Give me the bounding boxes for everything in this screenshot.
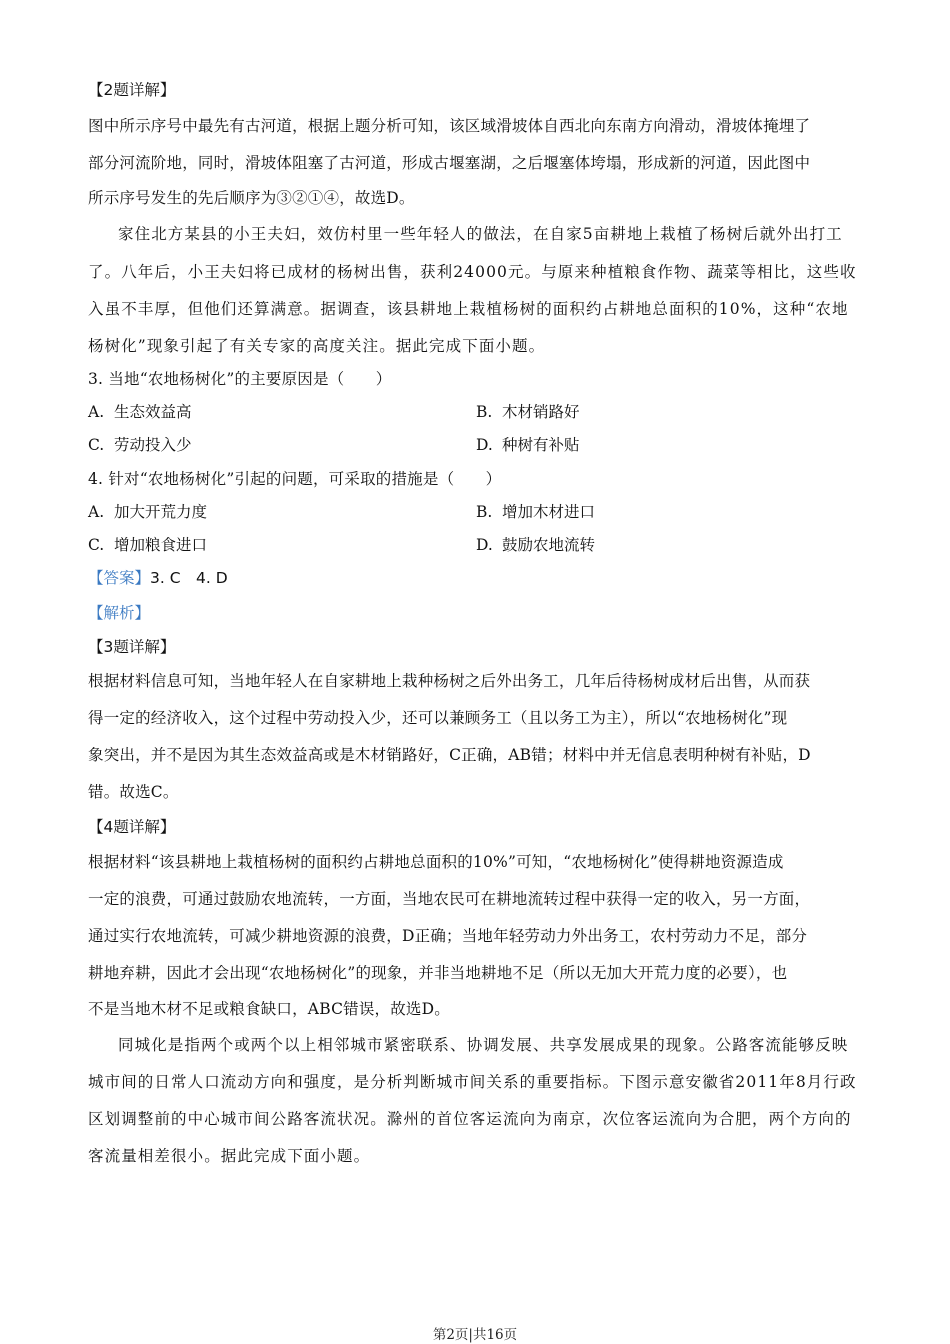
- question-3-option-c: [88, 435, 192, 455]
- section-3-heading: 【3题详解】: [88, 638, 176, 656]
- question-3-option-a: [88, 402, 192, 422]
- material-2-line: 同城化是指两个或两个以上相邻城市紧密联系、协调发展、共享发展成果的现象。公路客流能够反映: [118, 1036, 849, 1054]
- question-3-stem: 3. 当地“农地杨树化”的主要原因是（ ）: [88, 370, 392, 388]
- material-1-line: 了。八年后，小王夫妇将已成材的杨树出售，获利24000元。与原来种植粮食作物、蔬菜等相比，这些收: [88, 263, 857, 281]
- option-letter: A.: [88, 403, 105, 421]
- option-letter: D.: [476, 536, 493, 554]
- option-text: 加大开荒力度: [114, 503, 208, 521]
- material-1-line: 杨树化”现象引起了有关专家的高度关注。据此完成下面小题。: [88, 337, 546, 355]
- answer-line: [88, 568, 864, 588]
- section-4-line: 根据材料“该县耕地上栽植杨树的面积约占耕地总面积的10%”可知，“农地杨树化”使得耕地资源造成: [88, 853, 784, 871]
- section-3-line: 根据材料信息可知，当地年轻人在自家耕地上栽种杨树之后外出务工，几年后待杨树成材后出售，从而获: [88, 672, 811, 690]
- option-text: 增加粮食进口: [114, 536, 208, 554]
- section-2-heading: 【2题详解】: [88, 81, 176, 99]
- analysis-label: 【解析】: [88, 604, 151, 622]
- section-4-line: 一定的浪费，可通过鼓励农地流转，一方面，当地农民可在耕地流转过程中获得一定的收入，另一方面，: [88, 890, 811, 908]
- material-2-line: 城市间的日常人口流动方向和强度，是分析判断城市间关系的重要指标。下图示意安徽省2011年8月行政: [88, 1073, 857, 1091]
- section-3-line: 错。故选C。: [88, 783, 179, 801]
- section-4-line: 通过实行农地流转，可减少耕地资源的浪费，D正确；当地年轻劳动力外出务工，农村劳动力不足，部分: [88, 927, 808, 945]
- question-4-stem: 4. 针对“农地杨树化”引起的问题，可采取的措施是（ ）: [88, 470, 502, 488]
- option-text: 生态效益高: [114, 403, 192, 421]
- question-4-option-d: [476, 535, 595, 555]
- option-text: 种树有补贴: [502, 436, 580, 454]
- page-footer: 第2页|共16页: [432, 1327, 518, 1343]
- question-3-option-b: [476, 402, 580, 422]
- section-4-line: 不是当地木材不足或粮食缺口，ABC错误，故选D。: [88, 1000, 450, 1018]
- answer-label: 【答案】: [88, 569, 151, 587]
- section-4-line: 耕地弃耕，因此才会出现“农地杨树化”的现象，并非当地耕地不足（所以无加大开荒力度的必要），也: [88, 964, 788, 982]
- option-letter: C.: [88, 436, 105, 454]
- question-3-option-d: [476, 435, 580, 455]
- section-4-heading: 【4题详解】: [88, 818, 176, 836]
- section-2-line: 所示序号发生的先后顺序为③②①④，故选D。: [88, 189, 415, 207]
- option-letter: A.: [88, 503, 105, 521]
- option-text: 增加木材进口: [502, 503, 596, 521]
- option-letter: B.: [476, 503, 493, 521]
- question-4-option-b: [476, 502, 595, 522]
- material-1-line: 家住北方某县的小王夫妇，效仿村里一些年轻人的做法，在自家5亩耕地上栽植了杨树后就外出打工: [118, 225, 843, 243]
- section-2-line: 部分河流阶地，同时，滑坡体阻塞了古河道，形成古堰塞湖，之后堰塞体垮塌，形成新的河道，因此图中: [88, 154, 811, 172]
- option-letter: B.: [476, 403, 493, 421]
- section-2-line: 图中所示序号中最先有古河道，根据上题分析可知，该区域滑坡体自西北向东南方向滑动，滑坡体掩埋了: [88, 117, 811, 135]
- section-3-line: 得一定的经济收入，这个过程中劳动投入少，还可以兼顾务工（且以务工为主），所以“农地杨树化”现: [88, 709, 788, 727]
- option-text: 劳动投入少: [114, 436, 192, 454]
- question-4-option-a: [88, 502, 207, 522]
- question-4-option-c: [88, 535, 207, 555]
- material-2-line: 客流量相差很小。据此完成下面小题。: [88, 1147, 371, 1165]
- section-3-line: 象突出，并不是因为其生态效益高或是木材销路好，C正确，AB错；材料中并无信息表明种树有补贴，D: [88, 746, 811, 764]
- answer-text: 3. C 4. D: [150, 569, 228, 587]
- option-letter: D.: [476, 436, 493, 454]
- option-letter: C.: [88, 536, 105, 554]
- material-1-line: 入虽不丰厚，但他们还算满意。据调查，该县耕地上栽植杨树的面积约占耕地总面积的10%，这种“农地: [88, 300, 849, 318]
- option-text: 木材销路好: [502, 403, 580, 421]
- material-2-line: 区划调整前的中心城市间公路客流状况。滁州的首位客运流向为南京，次位客运流向为合肥，两个方向的: [88, 1110, 852, 1128]
- option-text: 鼓励农地流转: [502, 536, 596, 554]
